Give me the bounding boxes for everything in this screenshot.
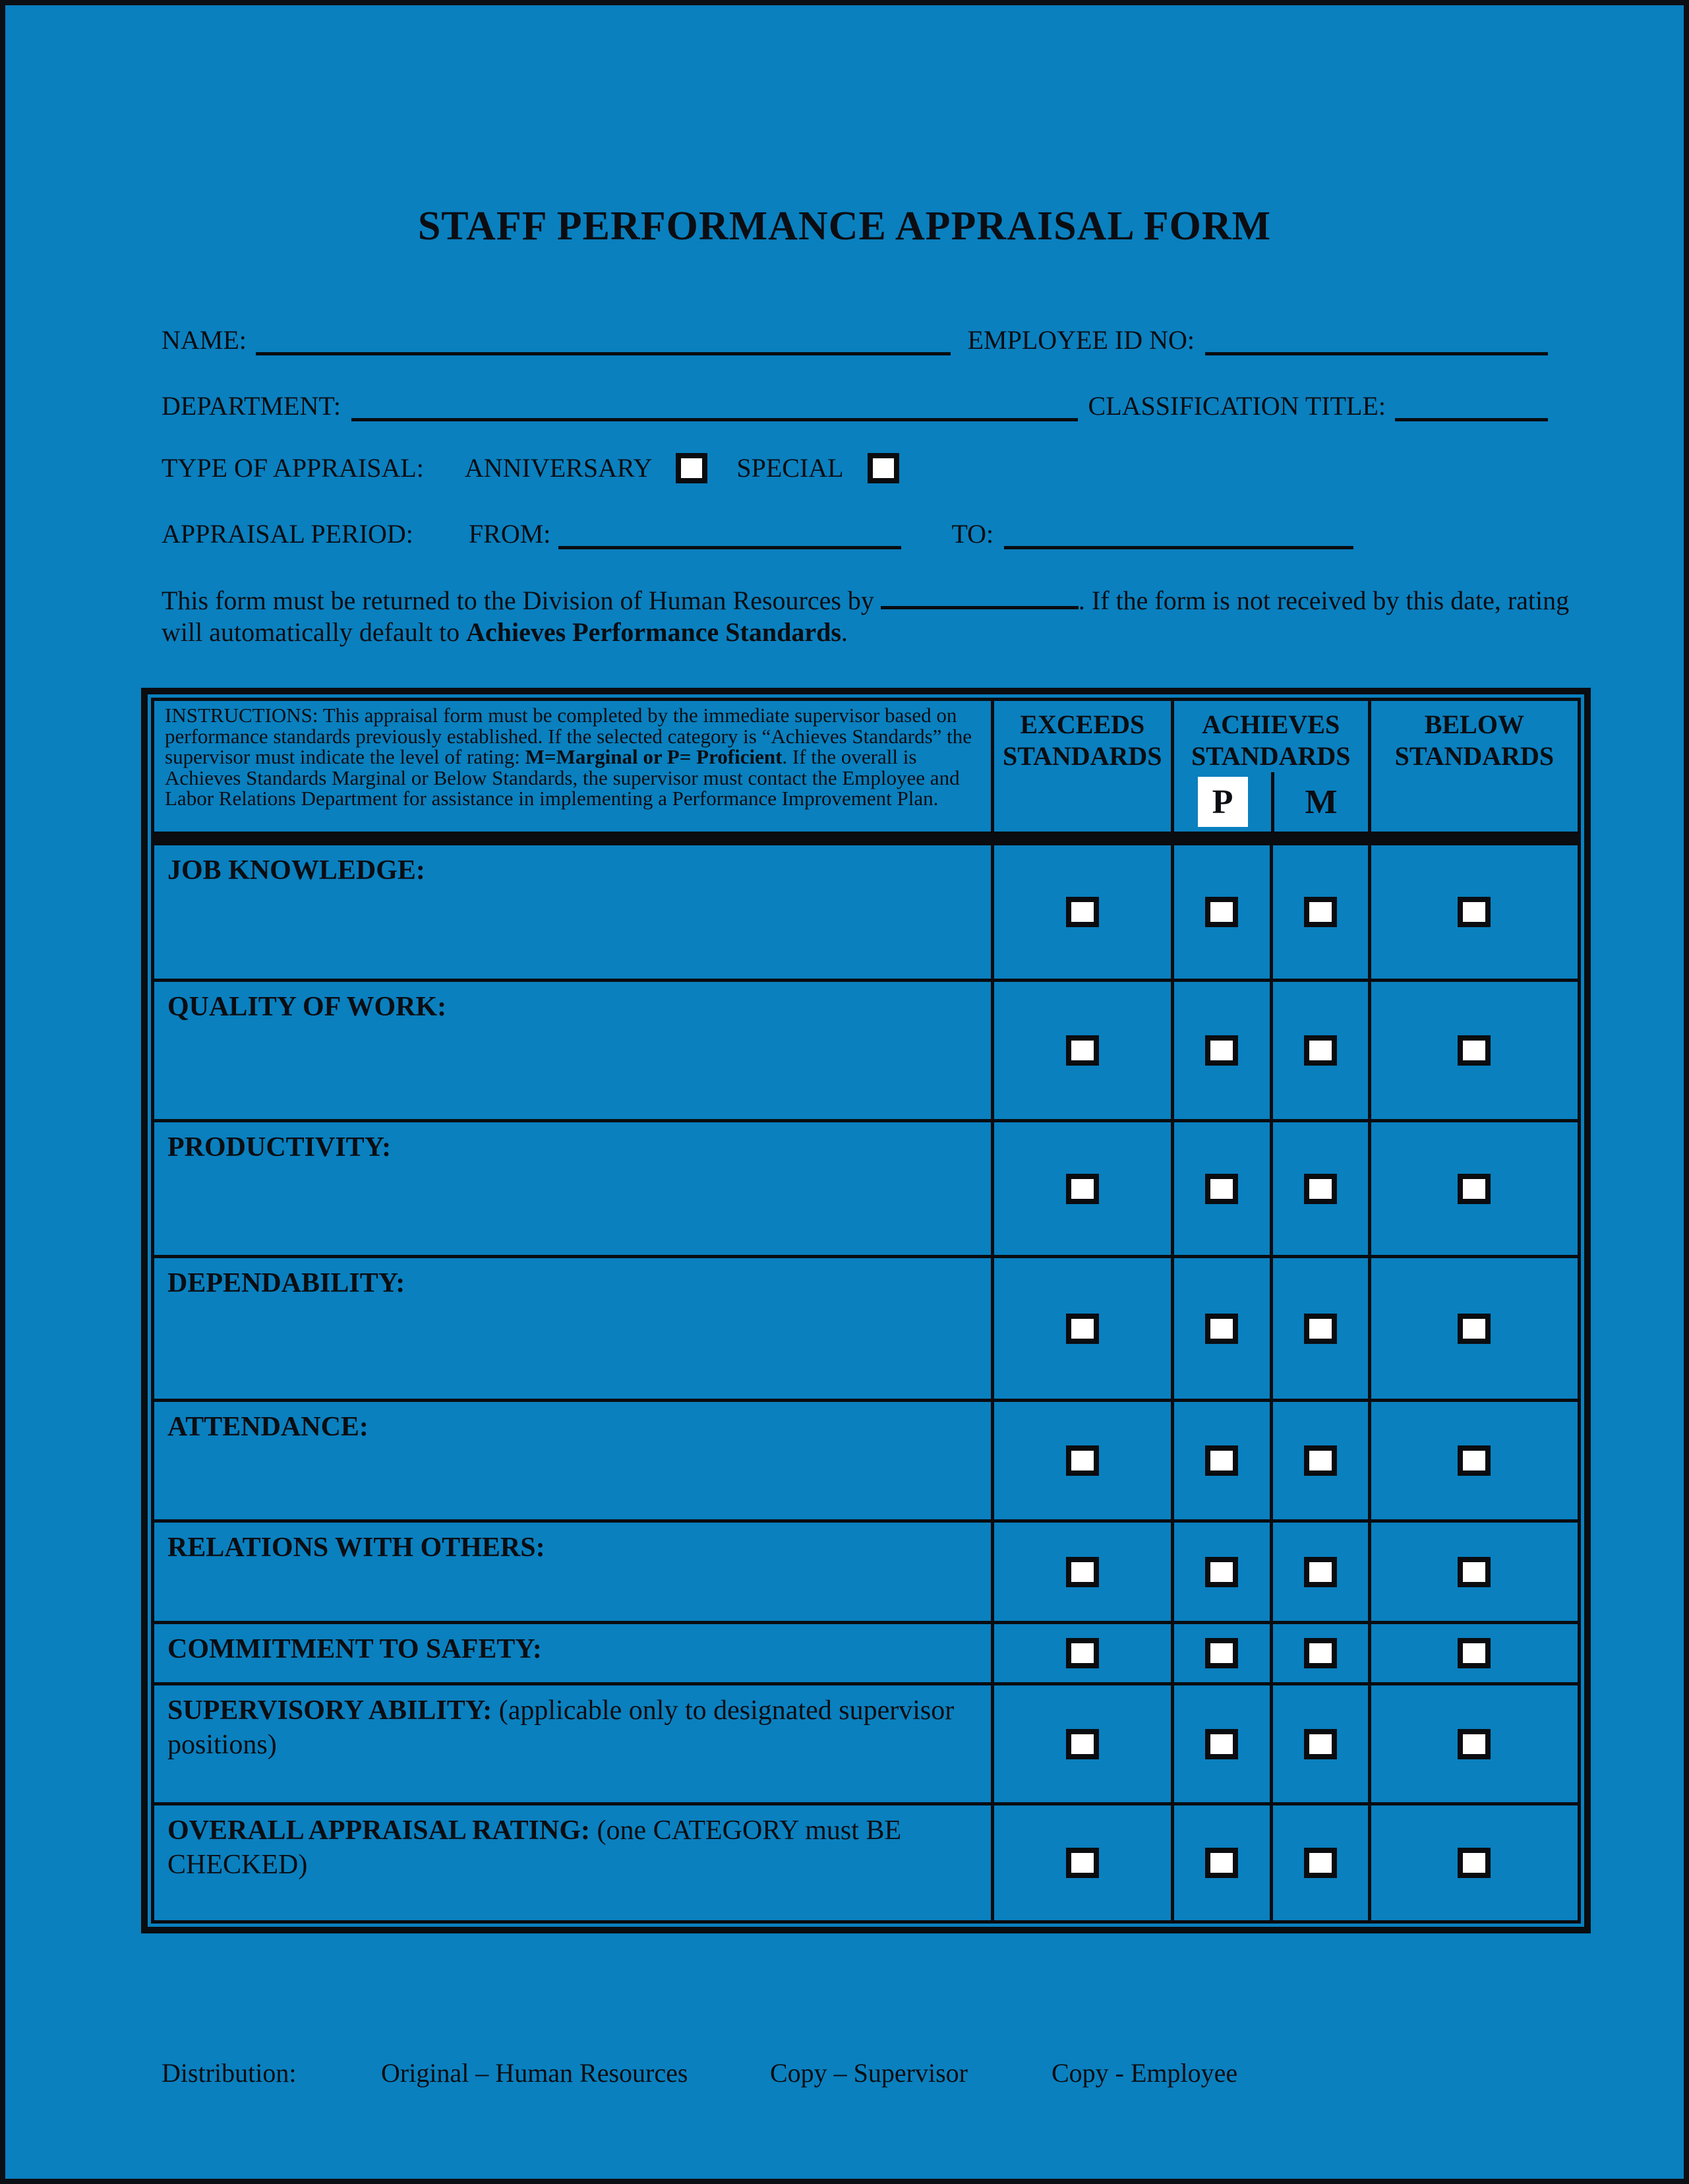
type-of-appraisal-label: TYPE OF APPRAISAL: (162, 453, 424, 483)
marginal-cell (1270, 845, 1368, 979)
proficient-checkbox[interactable] (1205, 1638, 1238, 1668)
marginal-checkbox[interactable] (1304, 1729, 1337, 1759)
name-label: NAME: (162, 325, 247, 355)
from-label: FROM: (468, 519, 551, 549)
table-row-productivity (154, 1119, 1578, 1255)
below-cell (1368, 1402, 1578, 1519)
criterion-label-cell: RELATIONS WITH OTHERS: (167, 1532, 545, 1563)
proficient-subcolumn (1174, 772, 1272, 832)
proficient-cell (1171, 1523, 1270, 1621)
criterion-label-cell: OVERALL APPRAISAL RATING: (one CATEGORY must BE CHECKED) (167, 1815, 902, 1880)
proficient-checkbox[interactable] (1205, 1174, 1238, 1204)
column-header-exceeds-standards: EXCEEDS STANDARDS (991, 701, 1171, 832)
appraisal-period-label: APPRAISAL PERIOD: (162, 519, 413, 549)
below-cell (1368, 1258, 1578, 1399)
proficient-checkbox[interactable] (1205, 1445, 1238, 1476)
proficient-cell (1171, 1258, 1270, 1399)
marginal-cell (1270, 1624, 1368, 1682)
name-input-line[interactable] (256, 348, 951, 355)
distribution-copy-supervisor: Copy – Supervisor (770, 2058, 968, 2088)
department-row (162, 390, 1548, 421)
proficient-checkbox[interactable] (1205, 1848, 1238, 1878)
distribution-copy-employee: Copy - Employee (1052, 2058, 1238, 2088)
exceeds-cell (991, 1805, 1171, 1920)
appraisal-period-row (162, 518, 1548, 549)
special-label: SPECIAL (736, 453, 844, 483)
anniversary-label: ANNIVERSARY (464, 453, 653, 483)
exceeds-cell (991, 1685, 1171, 1802)
below-checkbox[interactable] (1458, 1848, 1491, 1878)
exceeds-cell (991, 1624, 1171, 1682)
page-title: STAFF PERFORMANCE APPRAISAL FORM (417, 204, 1272, 249)
criterion-label-cell: QUALITY OF WORK: (167, 992, 447, 1022)
below-cell (1368, 845, 1578, 979)
below-checkbox[interactable] (1458, 1035, 1491, 1066)
criterion-label-cell: SUPERVISORY ABILITY: (applicable only to designated supervisor positions) (167, 1695, 955, 1760)
criterion-label-cell: DEPENDABILITY: (167, 1268, 405, 1298)
below-cell (1368, 1523, 1578, 1621)
criterion-label-cell: ATTENDANCE: (167, 1412, 369, 1442)
column-header-below-standards: BELOW STANDARDS (1368, 701, 1578, 832)
from-date-input-line[interactable] (558, 541, 901, 549)
proficient-cell (1171, 982, 1270, 1119)
department-input-line[interactable] (351, 413, 1078, 421)
marginal-cell (1270, 1258, 1368, 1399)
proficient-cell (1171, 1805, 1270, 1920)
below-cell (1368, 1624, 1578, 1682)
to-date-input-line[interactable] (1004, 541, 1353, 549)
default-rating-bold-text: Achieves Performance Standards (466, 617, 841, 647)
table-row-dependability (154, 1255, 1578, 1399)
exceeds-cell (991, 1523, 1171, 1621)
table-row-overall-appraisal-rating (154, 1802, 1578, 1920)
exceeds-checkbox[interactable] (1066, 897, 1099, 927)
below-cell (1368, 1685, 1578, 1802)
below-checkbox[interactable] (1458, 1174, 1491, 1204)
marginal-checkbox[interactable] (1304, 1445, 1337, 1476)
below-checkbox[interactable] (1458, 897, 1491, 927)
table-row-quality-of-work (154, 979, 1578, 1119)
anniversary-checkbox[interactable] (676, 453, 707, 483)
proficient-checkbox[interactable] (1205, 897, 1238, 927)
proficient-checkbox[interactable] (1205, 1035, 1238, 1066)
criterion-label-cell: JOB KNOWLEDGE: (167, 855, 425, 886)
table-row-supervisory-ability (154, 1682, 1578, 1802)
marginal-cell (1270, 1122, 1368, 1255)
distribution-original: Original – Human Resources (381, 2058, 688, 2088)
table-row-attendance (154, 1399, 1578, 1519)
column-header-achieves-standards: ACHIEVES STANDARDS P M (1171, 701, 1368, 832)
proficient-cell (1171, 1402, 1270, 1519)
exceeds-checkbox[interactable] (1066, 1174, 1099, 1204)
employee-id-input-line[interactable] (1205, 348, 1548, 355)
marginal-checkbox[interactable] (1304, 897, 1337, 927)
marginal-checkbox[interactable] (1304, 1314, 1337, 1344)
return-notice: This form must be returned to the Division of Human Resources by . If the form is not received by this date, rating will automatically default to Achieves Performance Standards. (162, 583, 1572, 648)
marginal-cell (1270, 1685, 1368, 1802)
instructions-cell: INSTRUCTIONS: This appraisal form must be completed by the immediate supervisor based on performance standards previously established. If the selected category is “Achieves Standards” the supervisor must indicate the level of rating: M=Marginal or P= Proficient. If the overall is Achieves Standards Marginal or Below Standards, the supervisor must contact the Employee and Labor Relations Department for assistance in implementing a Performance Improvement Plan. (165, 704, 972, 810)
to-label: TO: (951, 519, 994, 549)
employee-id-label: EMPLOYEE ID NO: (967, 325, 1195, 355)
classification-title-input-line[interactable] (1395, 413, 1548, 421)
marginal-cell (1270, 1402, 1368, 1519)
below-checkbox[interactable] (1458, 1445, 1491, 1476)
type-of-appraisal-row (162, 452, 1548, 483)
below-checkbox[interactable] (1458, 1314, 1491, 1344)
below-cell (1368, 982, 1578, 1119)
marginal-checkbox[interactable] (1304, 1035, 1337, 1066)
distribution-label: Distribution: (162, 2058, 297, 2088)
exceeds-cell (991, 1258, 1171, 1399)
proficient-cell (1171, 845, 1270, 979)
criterion-label-cell: COMMITMENT TO SAFETY: (167, 1634, 542, 1664)
exceeds-cell (991, 1402, 1171, 1519)
proficient-cell (1171, 1122, 1270, 1255)
exceeds-checkbox[interactable] (1066, 1035, 1099, 1066)
marginal-letter: M (1305, 783, 1338, 821)
marginal-cell (1270, 1805, 1368, 1920)
proficient-cell (1171, 1624, 1270, 1682)
below-cell (1368, 1122, 1578, 1255)
below-cell (1368, 1805, 1578, 1920)
table-row-relations-with-others (154, 1519, 1578, 1621)
marginal-checkbox[interactable] (1304, 1848, 1337, 1878)
name-row (162, 324, 1548, 355)
exceeds-cell (991, 1122, 1171, 1255)
exceeds-cell (991, 982, 1171, 1119)
proficient-cell (1171, 1685, 1270, 1802)
return-date-blank[interactable] (881, 583, 1079, 609)
marginal-checkbox[interactable] (1304, 1557, 1337, 1587)
table-row-job-knowledge (154, 842, 1578, 979)
exceeds-checkbox[interactable] (1066, 1445, 1099, 1476)
appraisal-table (141, 688, 1591, 1933)
marginal-cell (1270, 982, 1368, 1119)
exceeds-checkbox[interactable] (1066, 1729, 1099, 1759)
special-checkbox[interactable] (868, 453, 899, 483)
exceeds-checkbox[interactable] (1066, 1557, 1099, 1587)
marginal-cell (1270, 1523, 1368, 1621)
exceeds-cell (991, 845, 1171, 979)
table-header-row (154, 701, 1578, 842)
proficient-checkbox[interactable] (1205, 1314, 1238, 1344)
department-label: DEPARTMENT: (162, 391, 341, 421)
criterion-label-cell: PRODUCTIVITY: (167, 1132, 392, 1163)
table-row-commitment-to-safety (154, 1621, 1578, 1682)
exceeds-checkbox[interactable] (1066, 1314, 1099, 1344)
exceeds-checkbox[interactable] (1066, 1848, 1099, 1878)
below-checkbox[interactable] (1458, 1638, 1491, 1668)
proficient-box: P (1198, 777, 1248, 827)
marginal-subcolumn (1271, 772, 1367, 832)
below-checkbox[interactable] (1458, 1729, 1491, 1759)
exceeds-checkbox[interactable] (1066, 1638, 1099, 1668)
marginal-checkbox[interactable] (1304, 1174, 1337, 1204)
proficient-checkbox[interactable] (1205, 1557, 1238, 1587)
marginal-checkbox[interactable] (1304, 1638, 1337, 1668)
below-checkbox[interactable] (1458, 1557, 1491, 1587)
classification-title-label: CLASSIFICATION TITLE: (1088, 391, 1386, 421)
distribution-footer (5, 2057, 1684, 2097)
proficient-checkbox[interactable] (1205, 1729, 1238, 1759)
